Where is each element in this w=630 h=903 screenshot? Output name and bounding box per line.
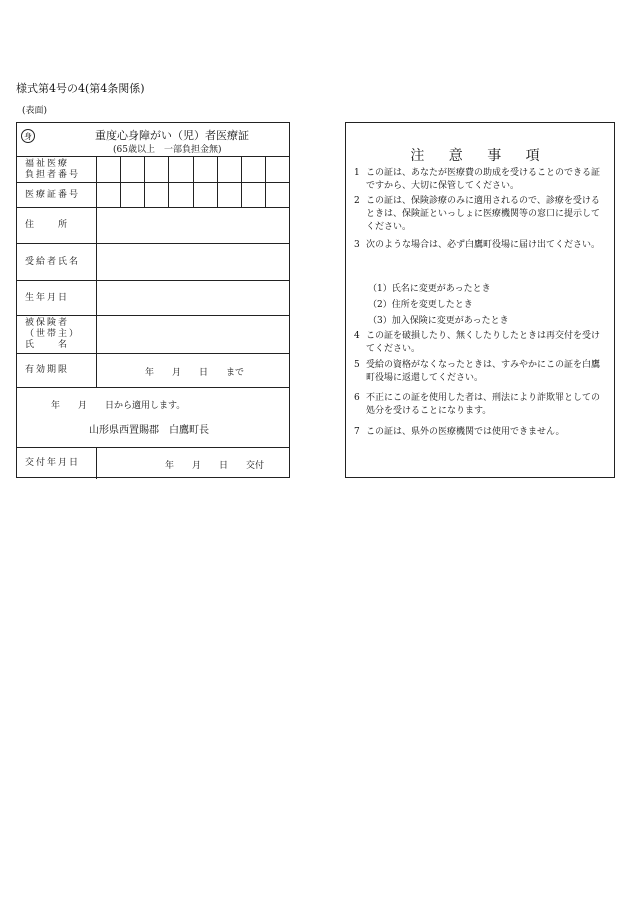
issue-date-row	[17, 447, 289, 479]
insured-label-line1: 被保険者	[25, 318, 70, 328]
notice-item-5	[354, 359, 606, 385]
payer-number-label	[17, 157, 97, 182]
validity-row	[17, 353, 289, 387]
notice-text: 次のような場合は、必ず白鷹町役場に届け出てください。	[366, 240, 601, 250]
notice-item-1	[354, 167, 606, 193]
notice-num: 2	[354, 196, 360, 206]
payer-number-cells	[97, 157, 289, 182]
certificate-card	[16, 122, 290, 478]
issue-date-value: 年 月 日 交付	[165, 461, 265, 471]
insured-label-line3: 氏 名	[25, 340, 70, 350]
notice-num: 1	[354, 168, 360, 178]
dob-row	[17, 280, 289, 315]
mi-mark-icon: 身	[21, 129, 35, 143]
insured-label	[17, 316, 97, 353]
apply-row	[17, 387, 289, 447]
notice-text: この証は、保険診療のみに適用されるので、診療を受けるときは、保険証といっしょに医療機関等の窓口に提示してください。	[366, 196, 601, 232]
issue-date-label: 交付年月日	[17, 448, 97, 479]
form-title: 様式第4号の4(第4条関係)	[16, 82, 145, 95]
notice-num: 3	[354, 240, 360, 250]
notice-text: この証を破損したり、無くしたりしたときは再交付を受けてください。	[366, 331, 601, 354]
notice-item-2	[354, 195, 606, 234]
certificate-title: 重度心身障がい（児）者医療証	[95, 129, 249, 142]
payer-number-label-line1: 福祉医療	[25, 158, 70, 169]
address-label: 住 所	[17, 208, 97, 243]
recipient-name-label: 受給者氏名	[17, 244, 97, 280]
notice-subitem-3: （3）加入保険に変更があったとき	[368, 316, 509, 326]
address-row	[17, 207, 289, 243]
insured-row	[17, 315, 289, 353]
notice-item-7	[354, 426, 606, 439]
notice-text: この証は、あなたが医療費の助成を受けることのできる証ですから、大切に保管してください。	[366, 168, 601, 191]
notice-num: 4	[354, 331, 360, 341]
apply-text: 年 月 日から適用します。	[51, 401, 186, 411]
cert-number-cells	[97, 183, 289, 207]
issuer-name: 山形県西置賜郡 白鷹町長	[89, 425, 209, 436]
notice-subitem-1: （1）氏名に変更があったとき	[368, 284, 491, 294]
validity-value: 年 月 日 まで	[145, 368, 245, 378]
certificate-subtitle: (65歳以上 一部負担金無)	[113, 145, 222, 155]
notice-item-3	[354, 239, 606, 252]
cert-number-row	[17, 182, 289, 207]
insured-label-line2: （世帯主）	[25, 329, 81, 339]
notice-subitem-2: （2）住所を変更したとき	[368, 300, 473, 310]
validity-label: 有効期限	[17, 354, 97, 387]
notice-card	[345, 122, 615, 478]
notice-item-4	[354, 330, 606, 356]
notice-text: 受給の資格がなくなったときは、すみやかにこの証を白鷹町役場に返還してください。	[366, 360, 601, 383]
payer-number-label-line2: 負担者番号	[25, 169, 81, 180]
notice-num: 5	[354, 360, 360, 370]
notice-heading: 注 意 事 項	[410, 148, 550, 164]
dob-label: 生年月日	[17, 281, 97, 315]
notice-text: この証は、県外の医療機関では使用できません。	[366, 427, 565, 437]
notice-text: 不正にこの証を使用した者は、刑法により詐欺罪としての処分を受けることになります。	[366, 393, 601, 416]
recipient-name-row	[17, 243, 289, 280]
payer-number-row	[17, 156, 289, 182]
notice-item-6	[354, 392, 606, 418]
notice-num: 6	[354, 393, 360, 403]
cert-number-label: 医療証番号	[17, 183, 97, 207]
notice-num: 7	[354, 427, 360, 437]
side-label: (表面)	[22, 106, 48, 116]
